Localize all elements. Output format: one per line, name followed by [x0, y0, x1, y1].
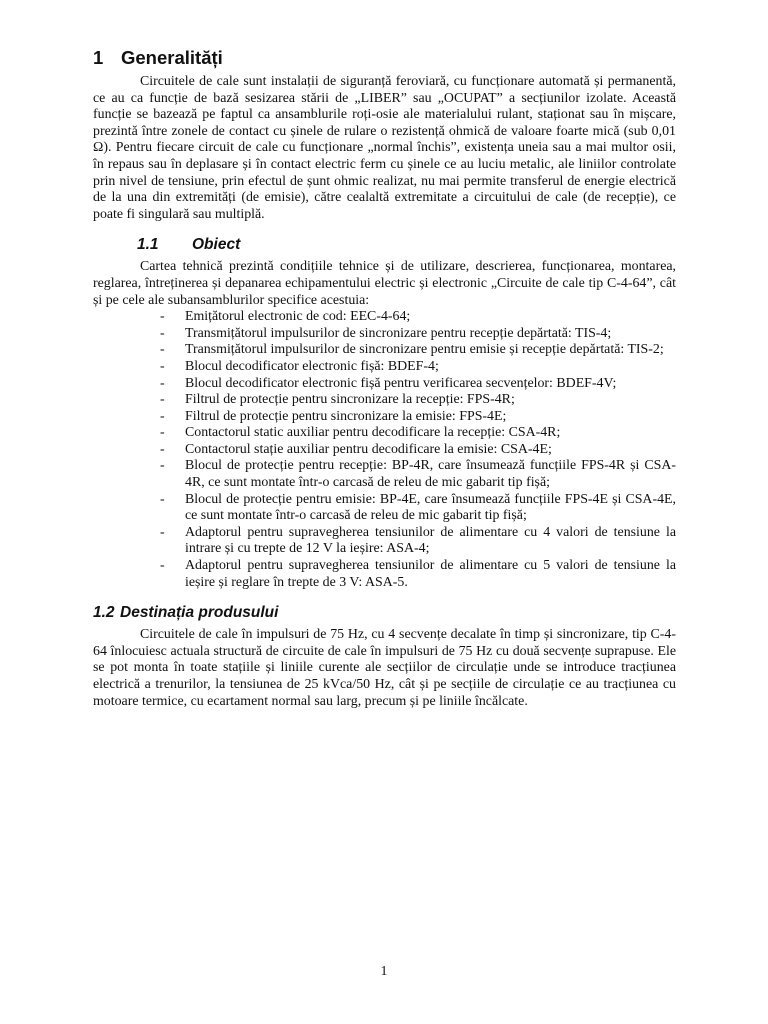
subsection-1-1-paragraph: Cartea tehnică prezintă condițiile tehnice și de utilizare, descrierea, funcționarea, montarea, reglarea, întreținerea și depanarea echipamentului electric și electronic „Circuite de cale tip C-4-64”, cât și pe cele ale subansamblurilor specifice acestuia: — [93, 259, 676, 308]
list-item — [160, 392, 676, 409]
list-item — [160, 425, 676, 442]
list-item — [160, 408, 676, 426]
section-1-paragraph: Circuitele de cale sunt instalații de siguranță feroviară, cu funcționare automată și permanentă, ce au ca funcție de bază sesizarea stării de „LIBER” sau „OCUPAT” a secțiunilor izolate. Această funcție se bazează pe faptul ca ansamblurile roți-osie ale materialului rulant, staționat sau în mișcare, prezintă între zonele de contact cu șinele de rulare o rezistență ohmică de valoare foarte mică (sub 0,01 Ω). Pentru fiecare circuit de cale cu funcționare „normal închis”, existența uneia sau a mai multor osii, în repaus sau în deplasare și în contact electric ferm cu șinele ce au luciu metalic, ale liniilor controlate prin nivel de tensiune, prin efectul de șunt ohmic realizat, nu mai permite transferul de energie electrică de la una din extremități (de emisie), către cealaltă extremitate a circuitului de cale (de recepție), ce poate fi singulară sau multiplă. — [93, 74, 676, 222]
list-item — [160, 441, 676, 459]
list-item — [160, 325, 676, 343]
list-item-text: Transmițătorul impulsurilor de sincronizare pentru recepție depărtată: TIS-4; — [185, 325, 612, 341]
component-list — [93, 309, 676, 591]
subsection-title: Obiect — [192, 236, 241, 254]
list-item-text: Transmițătorul impulsurilor de sincronizare pentru emisie și recepție depărtată: TIS-2; — [185, 342, 664, 358]
subsection-heading-1-1 — [93, 235, 676, 255]
list-bullet: - — [160, 408, 165, 424]
subsection-title: Destinația produsului — [120, 604, 279, 622]
list-bullet: - — [160, 375, 165, 391]
list-bullet: - — [160, 524, 165, 540]
list-item-text: Blocul de protecție pentru recepție: BP-4R, care însumează funcțiile FPS-4R și CSA-4R, ce sunt montate într-o carcasă de releu de mic gabarit tip fișă; — [185, 458, 676, 491]
section-number: 1 — [93, 47, 104, 68]
list-item-text: Emițătorul electronic de cod: EEC-4-64; — [185, 309, 411, 325]
subsection-heading-1-2 — [93, 603, 676, 623]
list-item-text: Adaptorul pentru supravegherea tensiunilor de alimentare cu 4 valori de tensiune la intrare și cu trepte de 12 V la ieșire: ASA-4; — [185, 524, 676, 557]
list-item — [160, 342, 676, 359]
list-item — [160, 558, 676, 591]
list-bullet: - — [160, 358, 165, 374]
list-bullet: - — [160, 458, 165, 474]
list-item-text: Adaptorul pentru supravegherea tensiunilor de alimentare cu 5 valori de tensiune la ieșire și reglare în trepte de 3 V: ASA-5. — [185, 558, 676, 590]
list-bullet: - — [160, 441, 165, 457]
list-item-text: Filtrul de protecție pentru sincronizare la recepție: FPS-4R; — [185, 392, 515, 408]
subsection-number: 1.1 — [137, 236, 159, 254]
list-bullet: - — [160, 392, 165, 408]
section-heading-1 — [93, 46, 676, 70]
list-item-text: Blocul decodificator electronic fișă: BDEF-4; — [185, 358, 439, 374]
list-item — [160, 309, 676, 326]
subsection-number: 1.2 — [93, 604, 115, 622]
list-bullet: - — [160, 309, 165, 325]
list-item — [160, 491, 676, 525]
list-item — [160, 458, 676, 491]
subsection-1-2-paragraph: Circuitele de cale în impulsuri de 75 Hz, cu 4 secvențe decalate în timp și sincronizare, tip C-4-64 înlocuiesc actuala structură de circuite de cale în impulsuri de 75 Hz cu două secvențe suprapuse. Ele se pot monta în toate stațiile și liniile curente ale secțiilor de circulație unde se introduce tracțiunea electrică a trenurilor, la tensiunea de 25 kVca/50 Hz, cât și pe secțiile de circulație ce au tracțiunea cu motoare termice, cu ecartament normal sau larg, precum și pe liniile încălcate. — [93, 627, 676, 709]
list-item-text: Blocul decodificator electronic fișă pentru verificarea secvențelor: BDEF-4V; — [185, 375, 617, 391]
list-item-text: Contactorul stație auxiliar pentru decodificare la emisie: CSA-4E; — [185, 441, 552, 457]
list-item — [160, 524, 676, 558]
list-bullet: - — [160, 491, 165, 507]
list-bullet: - — [160, 558, 165, 574]
list-bullet: - — [160, 325, 165, 341]
list-item — [160, 375, 676, 393]
list-item-text: Filtrul de protecție pentru sincronizare la emisie: FPS-4E; — [185, 408, 507, 424]
section-title: Generalități — [121, 47, 223, 68]
list-bullet: - — [160, 425, 165, 441]
page-number: 1 — [380, 964, 388, 979]
list-item-text: Blocul de protecție pentru emisie: BP-4E, care însumează funcțiile FPS-4E și CSA-4E, ce sunt montate într-o carcasă de releu de mic gabarit tip fișă; — [185, 491, 676, 524]
list-bullet: - — [160, 342, 165, 358]
list-item — [160, 358, 676, 376]
page-content — [93, 46, 676, 710]
list-item-text: Contactorul static auxiliar pentru decodificare la recepție: CSA-4R; — [185, 425, 561, 441]
